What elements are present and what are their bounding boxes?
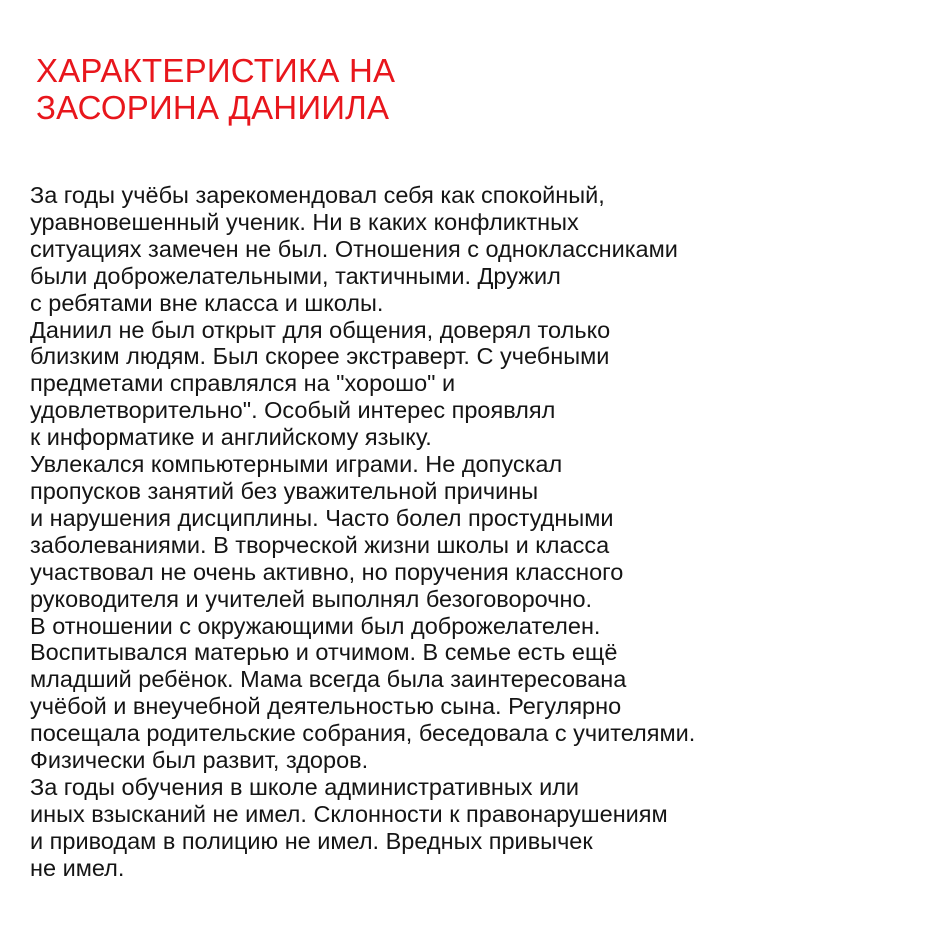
body-line: руководителя и учителей выполнял безоговорочно. — [30, 585, 593, 612]
body-line: младший ребёнок. Мама всегда была заинтересована — [30, 666, 627, 693]
body-line: с ребятами вне класса и школы. — [30, 289, 384, 316]
body-line: участвовал не очень активно, но поручения классного — [30, 558, 624, 585]
body-line: посещала родительские собрания, беседовала с учителями. — [30, 720, 696, 747]
body-line: В отношении с окружающими был доброжелателен. — [30, 612, 601, 639]
body-line: За годы обучения в школе административных или — [30, 773, 580, 800]
document-body — [30, 182, 910, 882]
body-line: не имел. — [30, 854, 125, 881]
document-title — [36, 52, 395, 126]
body-line: предметами справлялся на "хорошо" и — [30, 370, 456, 397]
body-line: Воспитывался матерью и отчимом. В семье есть ещё — [30, 639, 618, 666]
body-line: Увлекался компьютерными играми. Не допускал — [30, 451, 563, 478]
body-line: Физически был развит, здоров. — [30, 747, 369, 774]
body-line: Даниил не был открыт для общения, доверял только — [30, 316, 611, 343]
body-line: удовлетворительно". Особый интерес проявлял — [30, 397, 556, 424]
body-line: и приводам в полицию не имел. Вредных привычек — [30, 827, 593, 854]
body-line: заболеваниями. В творческой жизни школы и класса — [30, 531, 610, 558]
body-line: ситуациях замечен не был. Отношения с одноклассниками — [30, 235, 678, 262]
body-line: За годы учёбы зарекомендовал себя как спокойный, — [30, 182, 605, 208]
body-line: иных взысканий не имел. Склонности к правонарушениям — [30, 800, 668, 827]
body-line: близким людям. Был скорее экстраверт. С учебными — [30, 343, 610, 370]
body-line: уравновешенный ученик. Ни в каких конфликтных — [30, 208, 579, 235]
title-line: ЗАСОРИНА ДАНИИЛА — [36, 89, 390, 126]
body-line: и нарушения дисциплины. Часто болел простудными — [30, 504, 614, 531]
body-line: учёбой и внеучебной деятельностью сына. Регулярно — [30, 693, 622, 720]
title-line: ХАРАКТЕРИСТИКА НА — [36, 52, 396, 89]
body-line: к информатике и английскому языку. — [30, 424, 432, 451]
body-line: были доброжелательными, тактичными. Дружил — [30, 262, 561, 289]
body-line: пропусков занятий без уважительной причины — [30, 477, 539, 504]
